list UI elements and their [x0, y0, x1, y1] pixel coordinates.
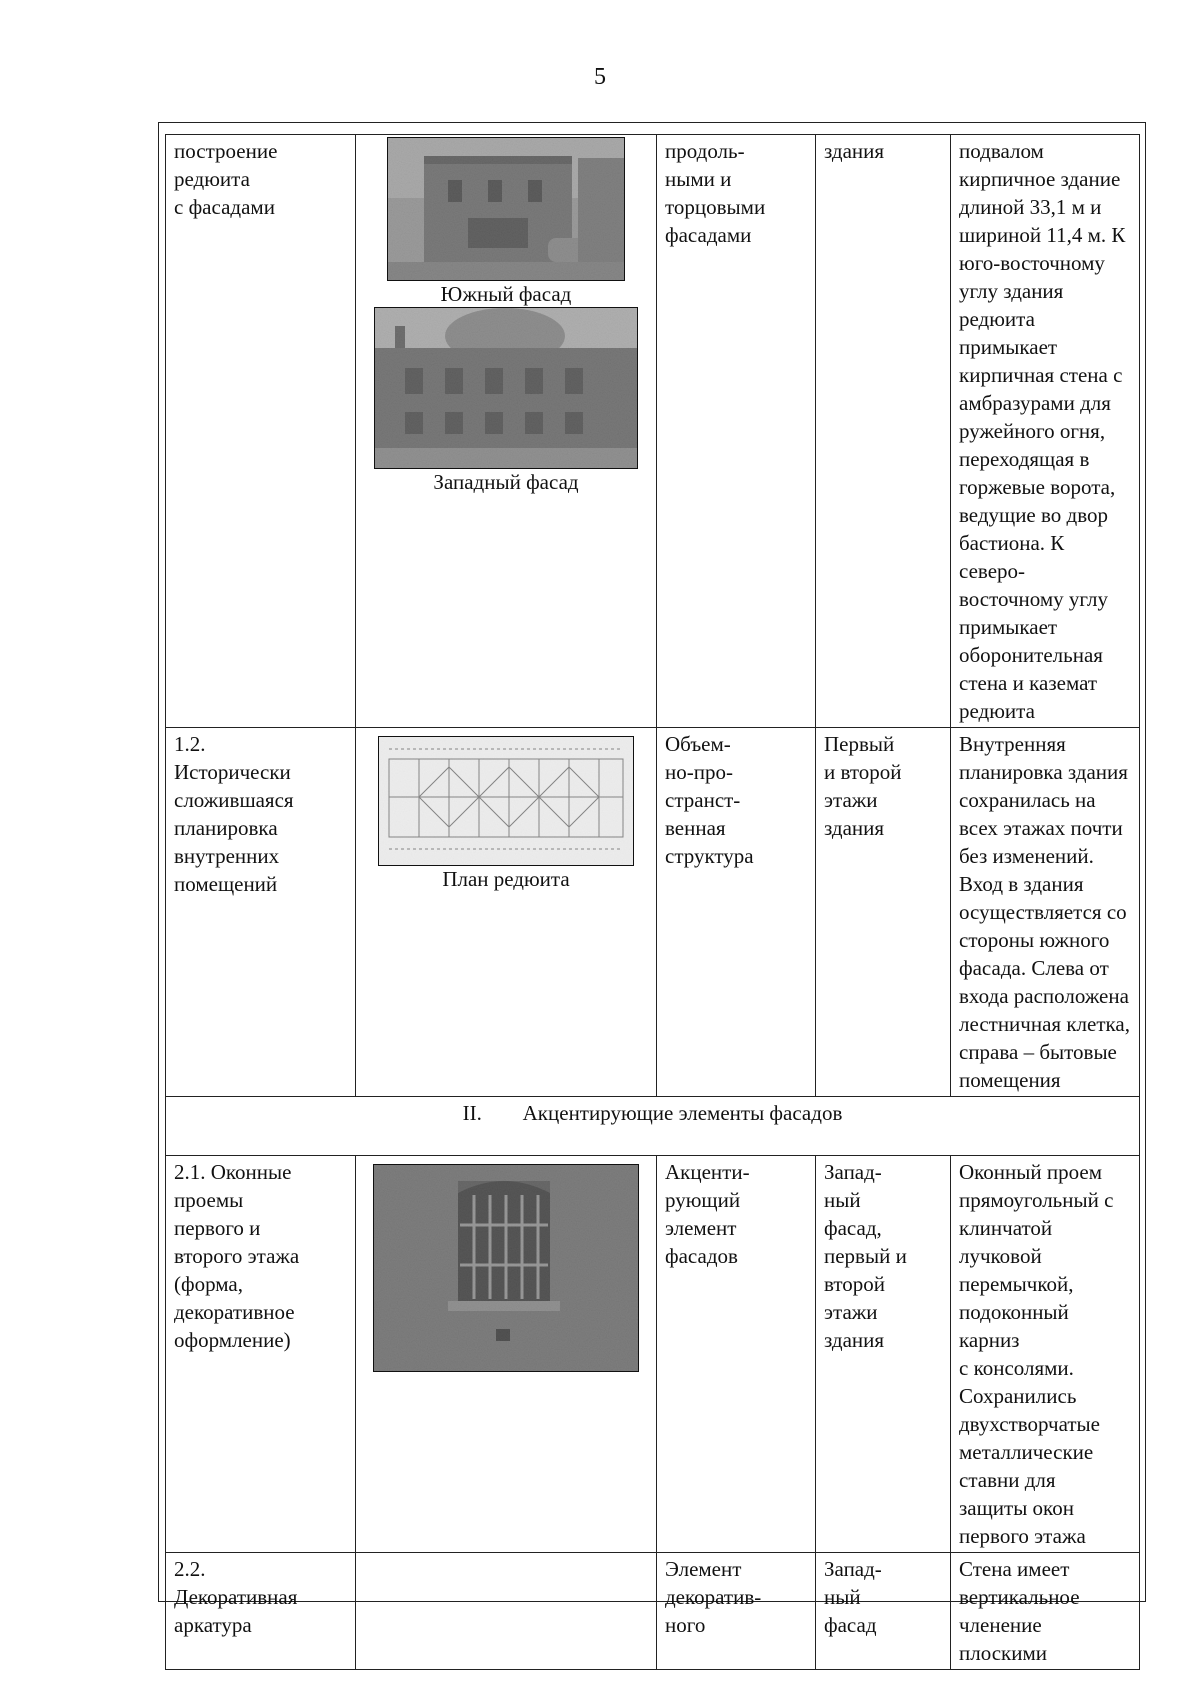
protection-subject-cell: Акценти- рующий элемент фасадов — [657, 1156, 816, 1553]
location-cell: Первый и второй этажи здания — [816, 728, 951, 1097]
south-facade-caption: Южный фасад — [440, 282, 572, 306]
floor-plan-drawing — [379, 737, 633, 865]
section-heading — [166, 1097, 1140, 1156]
protection-subject-cell: Объем- но-про- странст- венная структура — [657, 728, 816, 1097]
redoubt-plan-image — [378, 736, 634, 866]
location-cell: Запад- ный фасад, первый и второй этажи здания — [816, 1156, 951, 1553]
image-cell — [356, 1156, 657, 1553]
image-cell — [356, 135, 657, 728]
south-facade-photo — [387, 137, 625, 281]
section-title: Акцентирующие элементы фасадов — [522, 1101, 843, 1125]
object-name-cell: построение редюита с фасадами — [166, 135, 356, 728]
west-facade-photo — [374, 307, 638, 469]
image-cell — [356, 1553, 657, 1670]
description-cell: подвалом кирпичное здание длиной 33,1 м и шириной 11,4 м. К юго-восточному углу здания редюита примыкает кирпичная стена с амбразурами для ружейного огня, переходящая в горжевые ворота, ведущие во двор бастиона. К северо- восточному углу примыкает оборонительная стена и каземат редюита — [951, 135, 1140, 728]
plan-caption: План редюита — [442, 867, 570, 891]
location-cell: Запад- ный фасад — [816, 1553, 951, 1670]
section-number: II. — [462, 1101, 482, 1125]
object-name-cell: 2.2. Декоративная аркатура — [166, 1553, 356, 1670]
section-heading-row — [166, 1097, 1140, 1156]
south-facade-image — [388, 138, 624, 280]
window-photo — [373, 1164, 639, 1372]
location-cell: здания — [816, 135, 951, 728]
west-facade-caption: Западный фасад — [433, 470, 579, 494]
description-cell: Внутренняя планировка здания сохранилась на всех этажах почти без изменений. Вход в здания осуществляется со стороны южного фасада. Слева от входа расположена лестничная клетка, справа – бытовые помещения — [951, 728, 1140, 1097]
protection-subject-cell: Элемент декоратив- ного — [657, 1553, 816, 1670]
window-image — [374, 1165, 638, 1371]
object-name-cell: 2.1. Оконные проемы первого и второго этажа (форма, декоративное оформление) — [166, 1156, 356, 1553]
table-row — [166, 728, 1140, 1097]
description-cell: Оконный проем прямоугольный с клинчатой лучковой перемычкой, подоконный карниз с консолями. Сохранились двухстворчатые металлические ставни для защиты окон первого этажа — [951, 1156, 1140, 1553]
table-row — [166, 1156, 1140, 1553]
heritage-table — [165, 134, 1140, 1670]
object-name-cell: 1.2. Исторически сложившаяся планировка внутренних помещений — [166, 728, 356, 1097]
table-row — [166, 135, 1140, 728]
table-row — [166, 1553, 1140, 1670]
image-cell — [356, 728, 657, 1097]
page-number: 5 — [594, 64, 606, 90]
description-cell: Стена имеет вертикальное членение плоскими — [951, 1553, 1140, 1670]
protection-subject-cell: продоль- ными и торцовыми фасадами — [657, 135, 816, 728]
west-facade-image — [375, 308, 637, 468]
